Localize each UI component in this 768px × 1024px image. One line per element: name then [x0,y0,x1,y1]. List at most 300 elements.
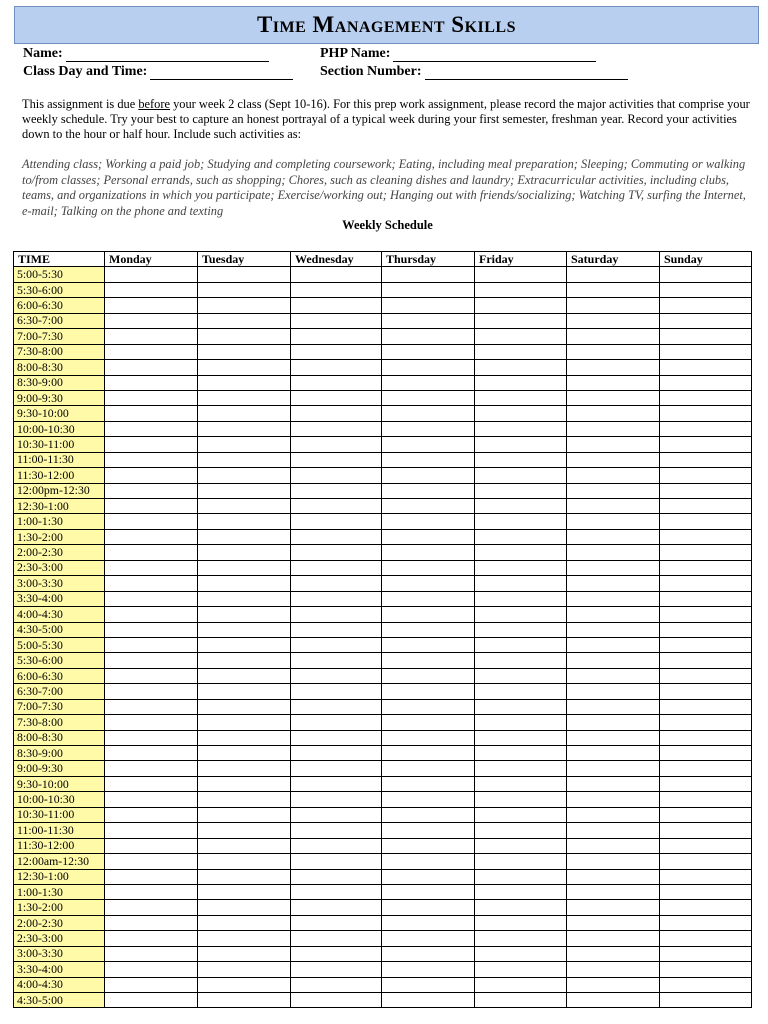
schedule-cell-thursday[interactable] [382,684,475,699]
schedule-cell-tuesday[interactable] [198,668,291,683]
schedule-cell-wednesday[interactable] [291,282,382,297]
schedule-cell-saturday[interactable] [567,313,660,328]
schedule-cell-saturday[interactable] [567,298,660,313]
schedule-cell-monday[interactable] [105,344,198,359]
schedule-cell-sunday[interactable] [660,792,752,807]
schedule-cell-wednesday[interactable] [291,823,382,838]
schedule-cell-tuesday[interactable] [198,869,291,884]
schedule-cell-monday[interactable] [105,869,198,884]
schedule-cell-tuesday[interactable] [198,854,291,869]
schedule-cell-thursday[interactable] [382,576,475,591]
schedule-cell-friday[interactable] [475,560,567,575]
schedule-cell-thursday[interactable] [382,746,475,761]
schedule-cell-thursday[interactable] [382,653,475,668]
schedule-cell-tuesday[interactable] [198,591,291,606]
schedule-cell-wednesday[interactable] [291,390,382,405]
schedule-cell-thursday[interactable] [382,915,475,930]
schedule-cell-monday[interactable] [105,483,198,498]
schedule-cell-wednesday[interactable] [291,313,382,328]
schedule-cell-monday[interactable] [105,499,198,514]
schedule-cell-saturday[interactable] [567,684,660,699]
schedule-cell-tuesday[interactable] [198,298,291,313]
schedule-cell-sunday[interactable] [660,977,752,992]
schedule-cell-monday[interactable] [105,715,198,730]
schedule-cell-saturday[interactable] [567,884,660,899]
schedule-cell-monday[interactable] [105,962,198,977]
schedule-cell-monday[interactable] [105,421,198,436]
schedule-cell-friday[interactable] [475,360,567,375]
schedule-cell-tuesday[interactable] [198,761,291,776]
schedule-cell-tuesday[interactable] [198,776,291,791]
schedule-cell-tuesday[interactable] [198,313,291,328]
schedule-cell-sunday[interactable] [660,946,752,961]
schedule-cell-monday[interactable] [105,468,198,483]
schedule-cell-monday[interactable] [105,931,198,946]
schedule-cell-wednesday[interactable] [291,607,382,622]
schedule-cell-tuesday[interactable] [198,807,291,822]
schedule-cell-friday[interactable] [475,591,567,606]
schedule-cell-sunday[interactable] [660,406,752,421]
schedule-cell-friday[interactable] [475,699,567,714]
schedule-cell-friday[interactable] [475,576,567,591]
schedule-cell-thursday[interactable] [382,962,475,977]
schedule-cell-saturday[interactable] [567,854,660,869]
schedule-cell-saturday[interactable] [567,761,660,776]
schedule-cell-wednesday[interactable] [291,715,382,730]
schedule-cell-sunday[interactable] [660,468,752,483]
schedule-cell-sunday[interactable] [660,838,752,853]
schedule-cell-tuesday[interactable] [198,267,291,282]
schedule-cell-wednesday[interactable] [291,884,382,899]
schedule-cell-saturday[interactable] [567,390,660,405]
schedule-cell-friday[interactable] [475,838,567,853]
schedule-cell-monday[interactable] [105,761,198,776]
schedule-cell-tuesday[interactable] [198,653,291,668]
schedule-cell-sunday[interactable] [660,854,752,869]
schedule-cell-wednesday[interactable] [291,730,382,745]
schedule-cell-friday[interactable] [475,329,567,344]
schedule-cell-sunday[interactable] [660,483,752,498]
schedule-cell-tuesday[interactable] [198,715,291,730]
schedule-cell-wednesday[interactable] [291,962,382,977]
schedule-cell-saturday[interactable] [567,514,660,529]
schedule-cell-sunday[interactable] [660,267,752,282]
schedule-cell-saturday[interactable] [567,962,660,977]
schedule-cell-wednesday[interactable] [291,437,382,452]
schedule-cell-monday[interactable] [105,637,198,652]
schedule-cell-friday[interactable] [475,607,567,622]
schedule-cell-thursday[interactable] [382,499,475,514]
schedule-cell-sunday[interactable] [660,746,752,761]
schedule-cell-monday[interactable] [105,437,198,452]
schedule-cell-saturday[interactable] [567,437,660,452]
schedule-cell-thursday[interactable] [382,854,475,869]
schedule-cell-tuesday[interactable] [198,730,291,745]
schedule-cell-saturday[interactable] [567,499,660,514]
schedule-cell-thursday[interactable] [382,884,475,899]
schedule-cell-saturday[interactable] [567,421,660,436]
schedule-cell-thursday[interactable] [382,437,475,452]
schedule-cell-saturday[interactable] [567,576,660,591]
schedule-cell-tuesday[interactable] [198,699,291,714]
schedule-cell-friday[interactable] [475,977,567,992]
schedule-cell-thursday[interactable] [382,282,475,297]
schedule-cell-friday[interactable] [475,298,567,313]
schedule-cell-wednesday[interactable] [291,746,382,761]
schedule-cell-tuesday[interactable] [198,915,291,930]
schedule-cell-tuesday[interactable] [198,607,291,622]
schedule-cell-wednesday[interactable] [291,545,382,560]
schedule-cell-sunday[interactable] [660,869,752,884]
schedule-cell-monday[interactable] [105,884,198,899]
schedule-cell-thursday[interactable] [382,267,475,282]
schedule-cell-tuesday[interactable] [198,468,291,483]
schedule-cell-saturday[interactable] [567,282,660,297]
schedule-cell-wednesday[interactable] [291,344,382,359]
schedule-cell-thursday[interactable] [382,298,475,313]
schedule-cell-wednesday[interactable] [291,776,382,791]
schedule-cell-sunday[interactable] [660,699,752,714]
schedule-cell-sunday[interactable] [660,761,752,776]
schedule-cell-tuesday[interactable] [198,499,291,514]
schedule-cell-saturday[interactable] [567,622,660,637]
schedule-cell-friday[interactable] [475,653,567,668]
schedule-cell-friday[interactable] [475,668,567,683]
schedule-cell-saturday[interactable] [567,637,660,652]
schedule-cell-monday[interactable] [105,576,198,591]
schedule-cell-friday[interactable] [475,483,567,498]
schedule-cell-wednesday[interactable] [291,915,382,930]
schedule-cell-tuesday[interactable] [198,792,291,807]
schedule-cell-monday[interactable] [105,807,198,822]
schedule-cell-saturday[interactable] [567,560,660,575]
schedule-cell-tuesday[interactable] [198,622,291,637]
schedule-cell-friday[interactable] [475,807,567,822]
schedule-cell-tuesday[interactable] [198,946,291,961]
schedule-cell-thursday[interactable] [382,529,475,544]
schedule-cell-sunday[interactable] [660,437,752,452]
schedule-cell-friday[interactable] [475,931,567,946]
schedule-cell-friday[interactable] [475,776,567,791]
schedule-cell-thursday[interactable] [382,607,475,622]
schedule-cell-wednesday[interactable] [291,684,382,699]
schedule-cell-monday[interactable] [105,915,198,930]
schedule-cell-wednesday[interactable] [291,622,382,637]
schedule-cell-wednesday[interactable] [291,699,382,714]
schedule-cell-wednesday[interactable] [291,807,382,822]
schedule-cell-monday[interactable] [105,529,198,544]
schedule-cell-friday[interactable] [475,282,567,297]
schedule-cell-thursday[interactable] [382,931,475,946]
php-name-field[interactable] [320,46,596,62]
schedule-cell-monday[interactable] [105,900,198,915]
schedule-cell-saturday[interactable] [567,375,660,390]
schedule-cell-tuesday[interactable] [198,375,291,390]
schedule-cell-friday[interactable] [475,946,567,961]
schedule-cell-saturday[interactable] [567,915,660,930]
schedule-cell-wednesday[interactable] [291,560,382,575]
schedule-cell-sunday[interactable] [660,282,752,297]
schedule-cell-sunday[interactable] [660,421,752,436]
schedule-cell-monday[interactable] [105,607,198,622]
schedule-cell-wednesday[interactable] [291,946,382,961]
schedule-cell-tuesday[interactable] [198,282,291,297]
schedule-cell-monday[interactable] [105,452,198,467]
schedule-cell-sunday[interactable] [660,313,752,328]
schedule-cell-tuesday[interactable] [198,993,291,1008]
schedule-cell-wednesday[interactable] [291,329,382,344]
schedule-cell-wednesday[interactable] [291,452,382,467]
section-number-field[interactable] [320,64,628,80]
schedule-cell-tuesday[interactable] [198,344,291,359]
schedule-cell-thursday[interactable] [382,375,475,390]
schedule-cell-tuesday[interactable] [198,684,291,699]
schedule-cell-sunday[interactable] [660,684,752,699]
schedule-cell-wednesday[interactable] [291,668,382,683]
schedule-cell-sunday[interactable] [660,576,752,591]
schedule-cell-wednesday[interactable] [291,514,382,529]
schedule-cell-tuesday[interactable] [198,421,291,436]
schedule-cell-monday[interactable] [105,406,198,421]
schedule-cell-friday[interactable] [475,406,567,421]
schedule-cell-sunday[interactable] [660,452,752,467]
schedule-cell-thursday[interactable] [382,406,475,421]
schedule-cell-monday[interactable] [105,730,198,745]
schedule-cell-monday[interactable] [105,823,198,838]
schedule-cell-monday[interactable] [105,653,198,668]
schedule-cell-friday[interactable] [475,514,567,529]
schedule-cell-sunday[interactable] [660,653,752,668]
schedule-cell-thursday[interactable] [382,776,475,791]
schedule-cell-friday[interactable] [475,375,567,390]
schedule-cell-monday[interactable] [105,329,198,344]
schedule-cell-thursday[interactable] [382,329,475,344]
schedule-cell-monday[interactable] [105,390,198,405]
schedule-cell-saturday[interactable] [567,730,660,745]
schedule-cell-saturday[interactable] [567,607,660,622]
schedule-cell-tuesday[interactable] [198,545,291,560]
schedule-cell-sunday[interactable] [660,776,752,791]
schedule-cell-tuesday[interactable] [198,406,291,421]
schedule-cell-sunday[interactable] [660,807,752,822]
schedule-cell-sunday[interactable] [660,637,752,652]
schedule-cell-tuesday[interactable] [198,838,291,853]
schedule-cell-friday[interactable] [475,884,567,899]
schedule-cell-thursday[interactable] [382,622,475,637]
schedule-cell-sunday[interactable] [660,514,752,529]
schedule-cell-wednesday[interactable] [291,298,382,313]
schedule-cell-friday[interactable] [475,823,567,838]
schedule-cell-sunday[interactable] [660,931,752,946]
schedule-cell-friday[interactable] [475,854,567,869]
schedule-cell-tuesday[interactable] [198,452,291,467]
schedule-cell-monday[interactable] [105,360,198,375]
schedule-cell-monday[interactable] [105,699,198,714]
section-number-line[interactable] [425,65,628,80]
schedule-cell-monday[interactable] [105,591,198,606]
schedule-cell-thursday[interactable] [382,792,475,807]
schedule-cell-tuesday[interactable] [198,884,291,899]
schedule-cell-saturday[interactable] [567,869,660,884]
schedule-cell-monday[interactable] [105,668,198,683]
schedule-cell-saturday[interactable] [567,715,660,730]
schedule-cell-sunday[interactable] [660,668,752,683]
schedule-cell-wednesday[interactable] [291,375,382,390]
schedule-cell-friday[interactable] [475,792,567,807]
schedule-cell-tuesday[interactable] [198,514,291,529]
schedule-cell-sunday[interactable] [660,390,752,405]
schedule-cell-saturday[interactable] [567,360,660,375]
schedule-cell-thursday[interactable] [382,838,475,853]
schedule-cell-friday[interactable] [475,637,567,652]
schedule-cell-sunday[interactable] [660,545,752,560]
schedule-cell-saturday[interactable] [567,746,660,761]
schedule-cell-saturday[interactable] [567,838,660,853]
schedule-cell-friday[interactable] [475,344,567,359]
schedule-cell-tuesday[interactable] [198,360,291,375]
schedule-cell-thursday[interactable] [382,545,475,560]
schedule-cell-saturday[interactable] [567,993,660,1008]
schedule-cell-sunday[interactable] [660,360,752,375]
schedule-cell-friday[interactable] [475,962,567,977]
schedule-cell-sunday[interactable] [660,607,752,622]
schedule-cell-monday[interactable] [105,792,198,807]
schedule-cell-friday[interactable] [475,437,567,452]
schedule-cell-saturday[interactable] [567,699,660,714]
schedule-cell-tuesday[interactable] [198,529,291,544]
schedule-cell-thursday[interactable] [382,421,475,436]
schedule-cell-wednesday[interactable] [291,406,382,421]
schedule-cell-monday[interactable] [105,298,198,313]
schedule-cell-thursday[interactable] [382,514,475,529]
schedule-cell-sunday[interactable] [660,993,752,1008]
schedule-cell-sunday[interactable] [660,499,752,514]
schedule-cell-monday[interactable] [105,746,198,761]
schedule-cell-saturday[interactable] [567,545,660,560]
schedule-cell-monday[interactable] [105,313,198,328]
schedule-cell-monday[interactable] [105,993,198,1008]
schedule-cell-thursday[interactable] [382,468,475,483]
schedule-cell-thursday[interactable] [382,637,475,652]
schedule-cell-tuesday[interactable] [198,560,291,575]
schedule-cell-friday[interactable] [475,499,567,514]
schedule-cell-thursday[interactable] [382,344,475,359]
schedule-cell-tuesday[interactable] [198,576,291,591]
schedule-cell-monday[interactable] [105,838,198,853]
schedule-cell-wednesday[interactable] [291,591,382,606]
schedule-cell-saturday[interactable] [567,807,660,822]
schedule-cell-sunday[interactable] [660,884,752,899]
schedule-cell-sunday[interactable] [660,730,752,745]
schedule-cell-wednesday[interactable] [291,792,382,807]
name-line[interactable] [66,47,269,62]
schedule-cell-friday[interactable] [475,715,567,730]
schedule-cell-thursday[interactable] [382,668,475,683]
schedule-cell-monday[interactable] [105,946,198,961]
schedule-cell-thursday[interactable] [382,900,475,915]
schedule-cell-thursday[interactable] [382,869,475,884]
schedule-cell-thursday[interactable] [382,977,475,992]
schedule-cell-wednesday[interactable] [291,761,382,776]
schedule-cell-friday[interactable] [475,313,567,328]
schedule-cell-sunday[interactable] [660,560,752,575]
schedule-cell-sunday[interactable] [660,823,752,838]
schedule-cell-wednesday[interactable] [291,499,382,514]
schedule-cell-saturday[interactable] [567,776,660,791]
schedule-cell-wednesday[interactable] [291,267,382,282]
schedule-cell-tuesday[interactable] [198,900,291,915]
schedule-cell-tuesday[interactable] [198,962,291,977]
schedule-cell-thursday[interactable] [382,715,475,730]
schedule-cell-sunday[interactable] [660,298,752,313]
schedule-cell-sunday[interactable] [660,622,752,637]
schedule-cell-wednesday[interactable] [291,993,382,1008]
schedule-cell-wednesday[interactable] [291,421,382,436]
schedule-cell-monday[interactable] [105,854,198,869]
schedule-cell-tuesday[interactable] [198,437,291,452]
schedule-cell-friday[interactable] [475,390,567,405]
schedule-cell-sunday[interactable] [660,962,752,977]
schedule-cell-wednesday[interactable] [291,483,382,498]
schedule-cell-friday[interactable] [475,730,567,745]
schedule-cell-monday[interactable] [105,776,198,791]
schedule-cell-tuesday[interactable] [198,390,291,405]
schedule-cell-wednesday[interactable] [291,529,382,544]
schedule-cell-wednesday[interactable] [291,931,382,946]
schedule-cell-monday[interactable] [105,545,198,560]
schedule-cell-tuesday[interactable] [198,931,291,946]
schedule-cell-saturday[interactable] [567,931,660,946]
schedule-cell-friday[interactable] [475,900,567,915]
schedule-cell-saturday[interactable] [567,823,660,838]
schedule-cell-thursday[interactable] [382,761,475,776]
schedule-cell-monday[interactable] [105,684,198,699]
schedule-cell-thursday[interactable] [382,483,475,498]
schedule-cell-tuesday[interactable] [198,329,291,344]
schedule-cell-saturday[interactable] [567,653,660,668]
schedule-cell-friday[interactable] [475,915,567,930]
schedule-cell-friday[interactable] [475,684,567,699]
schedule-cell-wednesday[interactable] [291,900,382,915]
schedule-cell-friday[interactable] [475,993,567,1008]
schedule-cell-tuesday[interactable] [198,746,291,761]
schedule-cell-thursday[interactable] [382,591,475,606]
schedule-cell-thursday[interactable] [382,390,475,405]
schedule-cell-friday[interactable] [475,761,567,776]
schedule-cell-wednesday[interactable] [291,838,382,853]
schedule-cell-friday[interactable] [475,545,567,560]
class-day-time-field[interactable] [23,64,293,80]
schedule-cell-saturday[interactable] [567,668,660,683]
schedule-cell-thursday[interactable] [382,360,475,375]
schedule-cell-sunday[interactable] [660,529,752,544]
schedule-cell-saturday[interactable] [567,406,660,421]
schedule-cell-saturday[interactable] [567,329,660,344]
schedule-cell-monday[interactable] [105,977,198,992]
schedule-cell-wednesday[interactable] [291,653,382,668]
schedule-cell-thursday[interactable] [382,807,475,822]
schedule-cell-thursday[interactable] [382,730,475,745]
schedule-cell-thursday[interactable] [382,993,475,1008]
schedule-cell-sunday[interactable] [660,915,752,930]
schedule-cell-monday[interactable] [105,267,198,282]
schedule-cell-wednesday[interactable] [291,854,382,869]
schedule-cell-tuesday[interactable] [198,483,291,498]
schedule-cell-friday[interactable] [475,421,567,436]
schedule-cell-thursday[interactable] [382,946,475,961]
class-day-time-line[interactable] [150,65,293,80]
schedule-cell-tuesday[interactable] [198,823,291,838]
